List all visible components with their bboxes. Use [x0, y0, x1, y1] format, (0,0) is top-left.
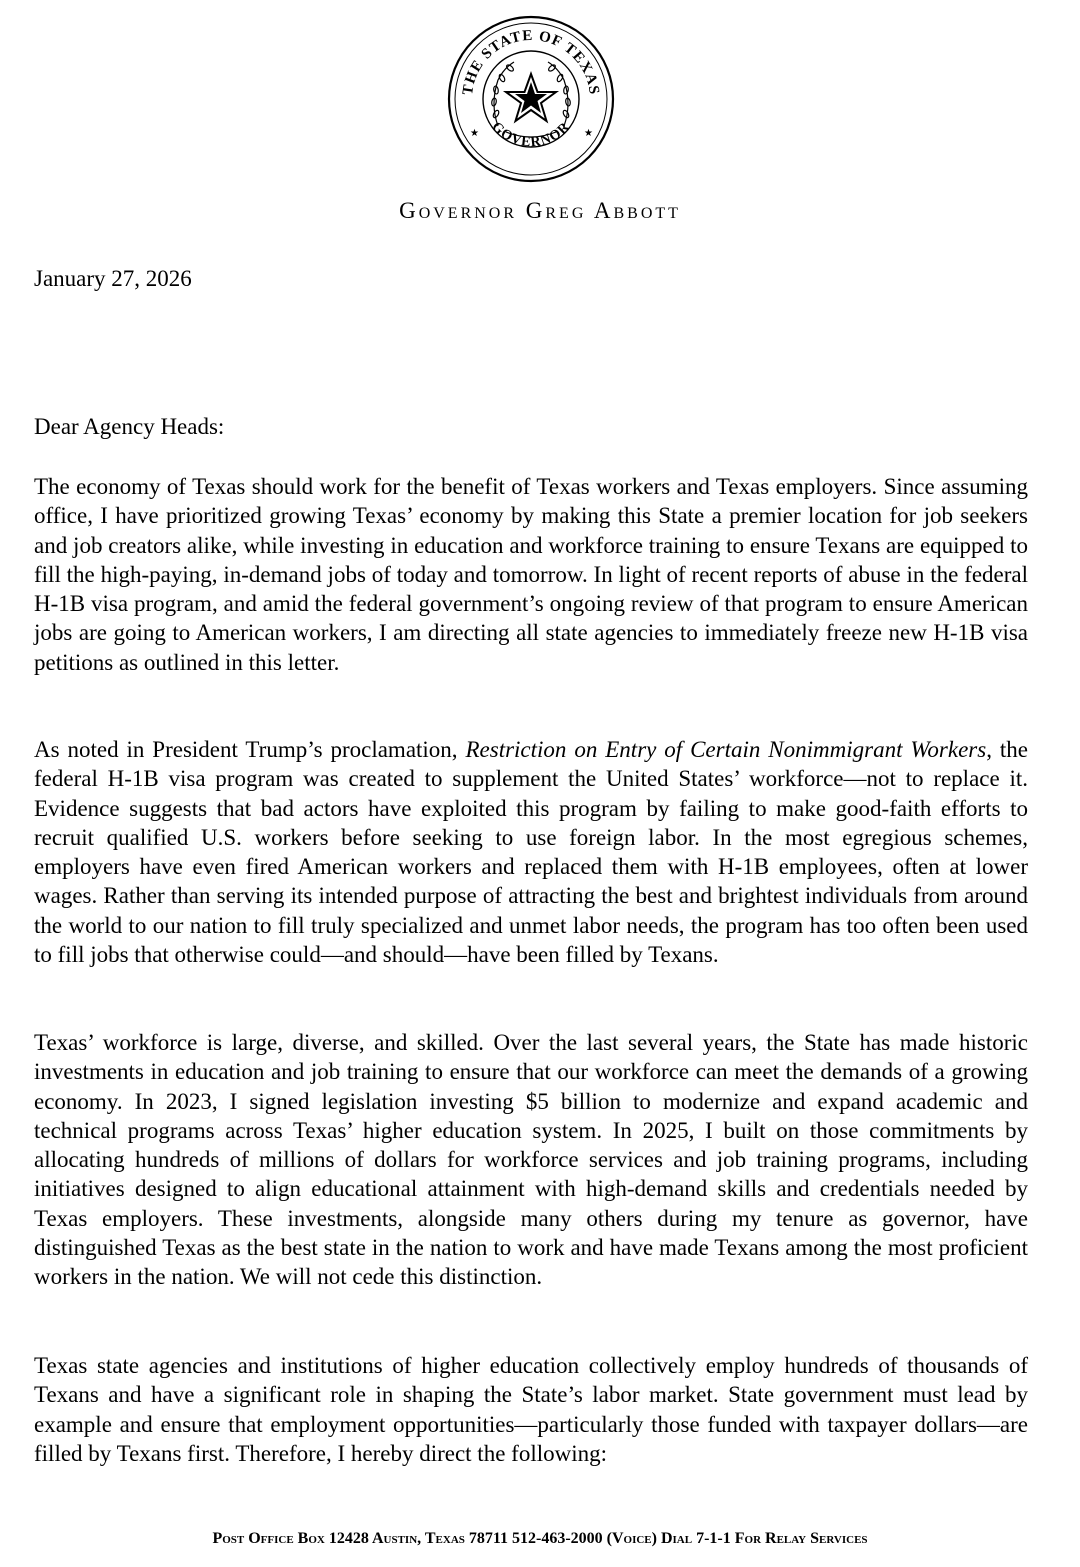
governor-seal [446, 14, 616, 184]
letterhead-name: Governor Greg Abbott [399, 198, 681, 223]
svg-text:★: ★ [470, 128, 479, 139]
paragraph-2-lead: As noted in President Trump’s proclamation, [34, 737, 458, 762]
paragraph-4: Texas state agencies and institutions of higher education collectively employ hundreds of thousands of Texans and have a significant role in shaping the State’s labor market. State government must lead by example and ensure that employment opportunities—particularly those funded with taxpayer dollars—are filled by Texans first. Therefore, I hereby direct the following: [34, 1353, 1028, 1466]
svg-text:★: ★ [584, 128, 593, 139]
proclamation-title: Restriction on Entry of Certain Nonimmigrant Workers [465, 737, 987, 762]
seal-bottom-text: GOVERNOR [488, 119, 574, 151]
seal-top-text: THE STATE OF TEXAS [459, 27, 602, 97]
paragraph-2-rest: , the federal H-1B visa program was created to supplement the United States’ workforce—not to replace it. Evidence suggests that bad actors have exploited this program by failing to make good-faith efforts to recruit qualified U.S. workers before seeking to use foreign labor. In the most egregious schemes, employers have even fired American workers and replaced them with H-1B employees, often at lower wages. Rather than serving its intended purpose of attracting the best and brightest individuals from around the world to our nation to fill truly specialized and unmet labor needs, the program has too often been used to fill jobs that otherwise could—and should—have been filled by Texans. [34, 737, 1028, 968]
seal-icon [446, 14, 616, 184]
paragraph-1: The economy of Texas should work for the benefit of Texas workers and Texas employers. Since assuming office, I have prioritized growing Texas’ economy by making this State a premier location for job seekers and job creators alike, while investing in education and workforce training to ensure Texans are equipped to fill the high-paying, in-demand jobs of today and tomorrow. In light of recent reports of abuse in the federal H-1B visa program, and amid the federal government’s ongoing review of that program to ensure American jobs are going to American workers, I am directing all state agencies to immediately freeze new H-1B visa petitions as outlined in this letter. [34, 474, 1028, 675]
paragraph-2 [34, 735, 1028, 969]
paragraph-3: Texas’ workforce is large, diverse, and skilled. Over the last several years, the State has made historic investments in education and job training to ensure that our workforce can meet the demands of a growing economy. In 2023, I signed legislation investing $5 billion to modernize and expand academic and technical programs across Texas’ higher education system. In 2025, I built on those commitments by allocating hundreds of millions of dollars for workforce services and job training programs, including initiatives designed to align educational attainment with high-demand skills and credentials needed by Texas employers. These investments, alongside many others during my tenure as governor, have distinguished Texas as the best state in the nation to work and have made Texans among the most proficient workers in the nation. We will not cede this distinction. [34, 1030, 1028, 1290]
salutation: Dear Agency Heads: [34, 414, 225, 439]
letter-date: January 27, 2026 [34, 266, 192, 291]
footer-address: Post Office Box 12428 Austin, Texas 78711 512-463-2000 (Voice) Dial 7-1-1 For Relay Services [212, 1530, 868, 1547]
